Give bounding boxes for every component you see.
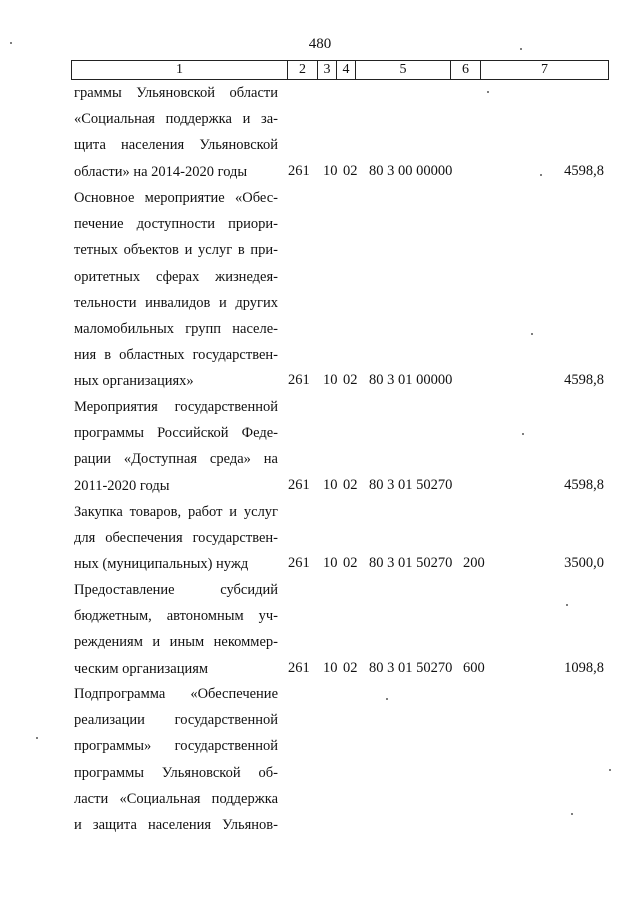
description-line: для обеспечения государствен-: [74, 530, 278, 547]
cell-pr: 02: [343, 372, 358, 389]
description-line: ных (муниципальных) нужд: [74, 556, 249, 573]
scan-speck: [520, 48, 522, 50]
description-line: программы Ульяновской об-: [74, 764, 278, 781]
description-line: маломобильных групп населе-: [74, 321, 278, 338]
scan-speck: [386, 698, 388, 700]
cell-sum: 4598,8: [564, 476, 604, 493]
description-line: области» на 2014-2020 годы: [74, 163, 248, 180]
description-line: реждениям и иным некоммер-: [74, 634, 278, 651]
table-header: [71, 60, 609, 80]
cell-pr: 02: [343, 555, 358, 572]
scan-speck: [571, 813, 573, 815]
cell-csr: 80 3 01 50270: [369, 659, 453, 676]
description-line: тетных объектов и услуг в при-: [74, 242, 278, 259]
cell-rz: 10: [323, 555, 338, 572]
cell-pr: 02: [343, 659, 358, 676]
cell-sum: 4598,8: [564, 162, 604, 179]
description-line: Основное мероприятие «Обес-: [74, 190, 278, 206]
cell-rz: 10: [323, 372, 338, 389]
description-line: Предоставление субсидий: [74, 582, 278, 598]
header-col-3: 3: [318, 61, 337, 79]
cell-grbs: 261: [288, 555, 310, 572]
scan-speck: [10, 42, 12, 44]
description-line: ческим организациям: [74, 660, 209, 677]
description-line: Мероприятия государственной: [74, 399, 278, 415]
description-line: «Социальная поддержка и за-: [74, 111, 278, 128]
cell-vr: 600: [463, 659, 485, 676]
cell-grbs: 261: [288, 372, 310, 389]
row-description: [74, 394, 278, 499]
cell-grbs: 261: [288, 659, 310, 676]
description-line: Закупка товаров, работ и услуг: [74, 504, 278, 520]
description-line: реализации государственной: [74, 712, 278, 729]
cell-csr: 80 3 01 50270: [369, 476, 453, 493]
row-description: [74, 681, 278, 838]
cell-rz: 10: [323, 659, 338, 676]
cell-pr: 02: [343, 476, 358, 493]
row-description: [74, 499, 278, 578]
description-line: оритетных сферах жизнедея-: [74, 268, 278, 285]
row-description: [74, 80, 278, 185]
description-line: программы Российской Феде-: [74, 425, 278, 442]
description-line: граммы Ульяновской области: [74, 85, 278, 101]
scan-speck: [531, 333, 533, 335]
cell-sum: 4598,8: [564, 372, 604, 389]
description-line: ния в областных государствен-: [74, 347, 278, 364]
description-line: программы» государственной: [74, 738, 278, 755]
header-col-7: 7: [541, 62, 548, 77]
cell-pr: 02: [343, 162, 358, 179]
description-line: и защита населения Ульянов-: [74, 817, 278, 834]
cell-grbs: 261: [288, 476, 310, 493]
page-number: 480: [308, 36, 332, 52]
scan-speck: [540, 174, 542, 176]
header-col-6: 6: [451, 61, 481, 79]
cell-grbs: 261: [288, 162, 310, 179]
row-description: [74, 577, 278, 682]
description-line: Подпрограмма «Обеспечение: [74, 686, 278, 702]
scan-speck: [36, 737, 38, 739]
cell-rz: 10: [323, 476, 338, 493]
description-line: тельности инвалидов и других: [74, 294, 278, 311]
header-col-1: 1: [72, 61, 288, 79]
scan-speck: [609, 769, 611, 771]
scan-speck: [522, 433, 524, 435]
description-line: щита населения Ульяновской: [74, 137, 278, 154]
cell-vr: 200: [463, 555, 485, 572]
description-line: печение доступности приори-: [74, 216, 278, 233]
cell-rz: 10: [323, 162, 338, 179]
description-line: бюджетным, автономным уч-: [74, 608, 278, 625]
scan-speck: [566, 604, 568, 606]
header-col-5: 5: [356, 61, 451, 79]
cell-csr: 80 3 01 50270: [369, 555, 453, 572]
row-description: [74, 185, 278, 395]
cell-sum: 3500,0: [564, 555, 604, 572]
scan-speck: [487, 91, 489, 93]
header-col-2: 2: [288, 61, 318, 79]
description-line: ных организациях»: [74, 373, 194, 390]
cell-csr: 80 3 01 00000: [369, 372, 453, 389]
cell-sum: 1098,8: [564, 659, 604, 676]
cell-csr: 80 3 00 00000: [369, 162, 453, 179]
description-line: ласти «Социальная поддержка: [74, 790, 278, 807]
description-line: 2011-2020 годы: [74, 477, 170, 494]
description-line: рации «Доступная среда» на: [74, 451, 278, 468]
header-col-4: 4: [337, 61, 356, 79]
